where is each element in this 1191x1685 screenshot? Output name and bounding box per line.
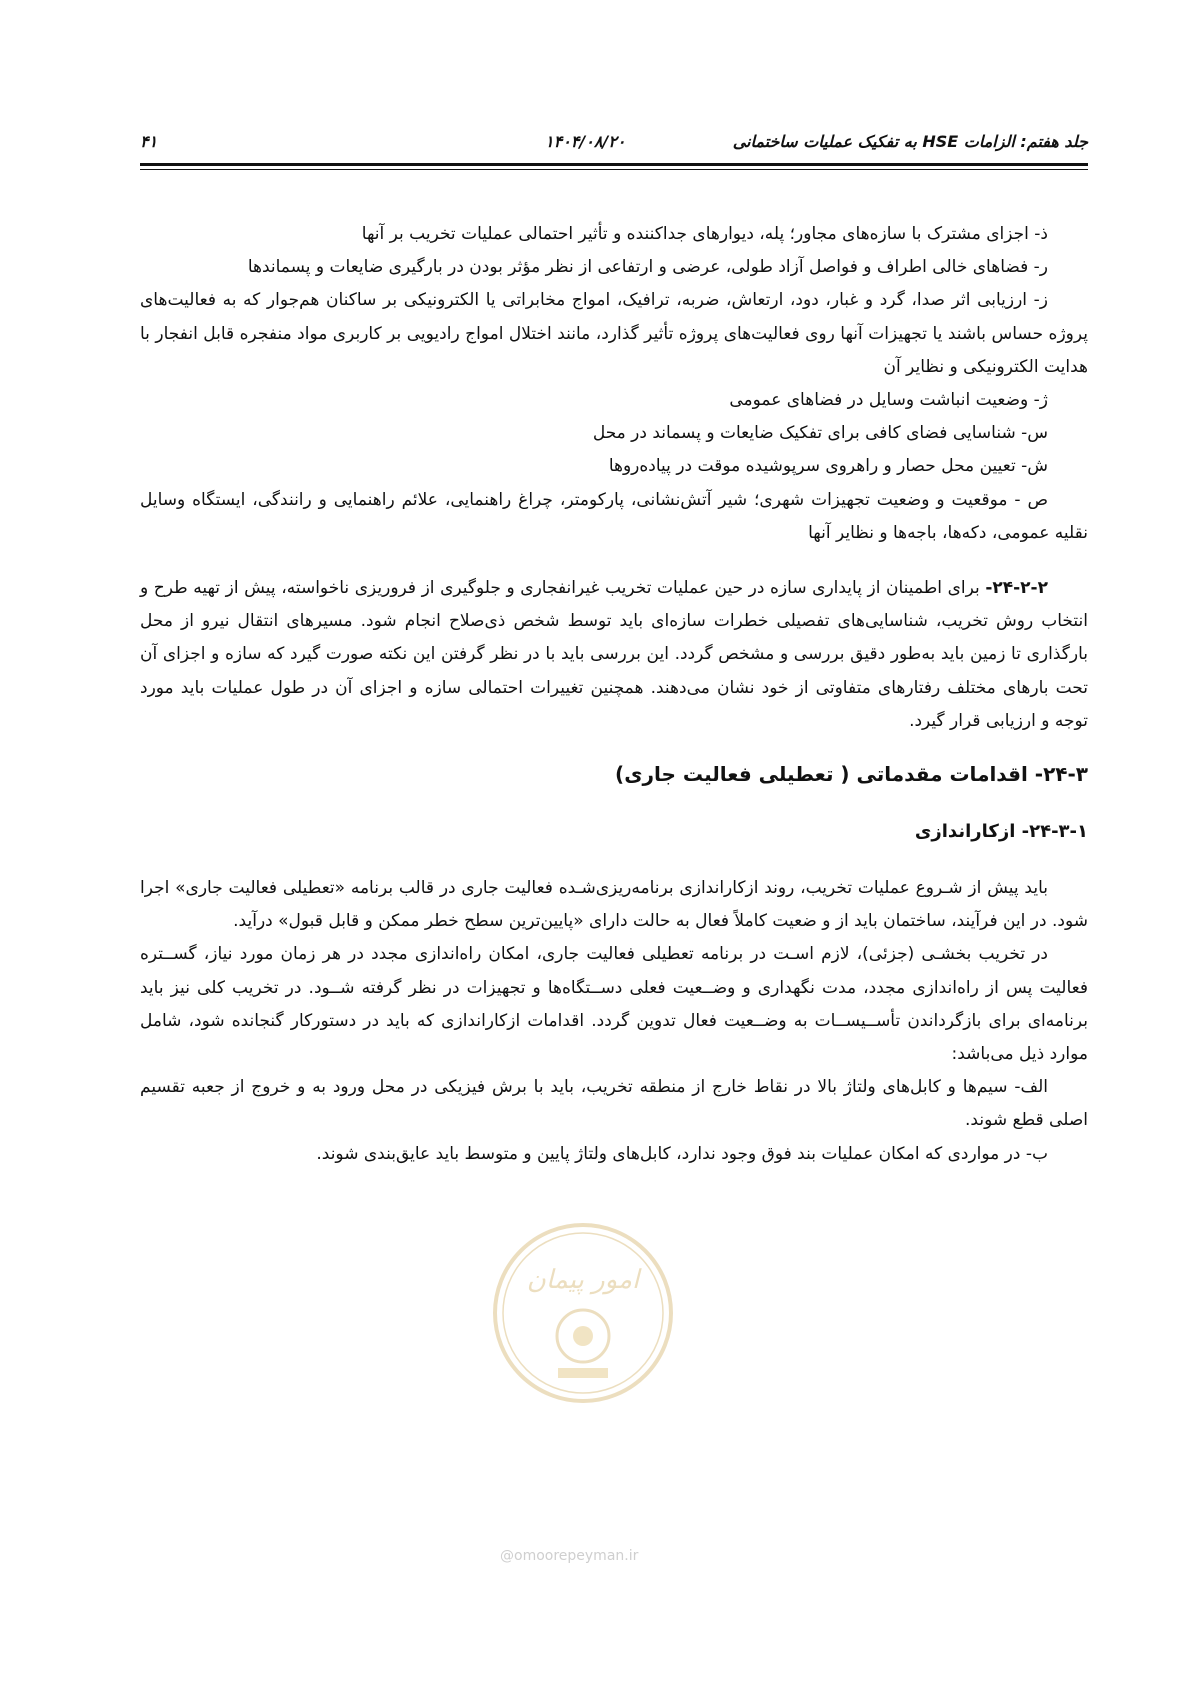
list-item: ر- فضاهای خالی اطراف و فواصل آزاد طولی، عرضی و ارتفاعی از نظر مؤثر بودن در بارگیری ضایعات و پسماندها [247, 257, 1048, 278]
header-rule-thick [140, 163, 1088, 166]
list-item: ذ- اجزای مشترک با سازه‌های مجاور؛ پله، دیوارهای جداکننده و تأثیر احتمالی عملیات تخریب بر آنها [361, 224, 1048, 244]
watermark-url: @omoorepeyman.ir [500, 1548, 639, 1564]
section-heading-24-3: ۲۴-۳- اقدامات مقدماتی ( تعطیلی فعالیت جاری) [615, 762, 1088, 787]
page-body [140, 218, 1088, 1171]
section-heading-24-3-1: ۲۴-۳-۱- ازکاراندازی [914, 821, 1088, 843]
list-item: ب- در مواردی که امکان عملیات بند فوق وجود ندارد، کابل‌های ولتاژ پایین و متوسط باید عایق‌بندی شوند. [316, 1143, 1048, 1164]
page-number: ۴۱ [140, 132, 158, 151]
spacer [140, 791, 1088, 815]
spacer [140, 738, 1088, 758]
paragraph: در تخریب بخشـی (جزئی)، لازم اسـت در برنامه تعطیلی فعالیت جاری، امکان راه‌اندازی مجدد در هر زمان مورد نیاز، گســتره فعالیت پس از راه‌اندازی مجدد، مدت نگهداری و وضــعیت فعلی دســتگاه‌ها و تجهیزات در نظر گرفته شــود. در تخریب کلی نیز باید برنامه‌ای برای بازگرداندن تأســیســات به وضــعیت فعال تدوین گردد. اقدامات ازکاراندازی که باید در دستورکار گنجانده شود، شامل موارد ذیل می‌باشد: [140, 944, 1088, 1065]
seal-lettering: امور پیمان [526, 1265, 640, 1295]
list-item: ص - موقعیت و وضعیت تجهیزات شهری؛ شیر آتش‌نشانی، پارکومتر، چراغ راهنمایی، علائم راهنمایی و رانندگی، ایستگاه وسایل نقلیه عمومی، دکه‌ها، باجه‌ها و نظایر آنها [140, 489, 1088, 543]
running-header [140, 132, 1088, 156]
list-item: الف- سیم‌ها و کابل‌های ولتاژ بالا در نقاط خارج از منطقه تخریب، باید با برش فیزیکی در محل ورود به و خروج از جعبه تقسیم اصلی قطع شوند. [140, 1077, 1088, 1131]
publisher-seal-watermark [488, 1218, 678, 1408]
header-date: ۱۴۰۴/۰۸/۲۰ [545, 132, 626, 151]
clause-number: ۲۴-۲-۲- [985, 578, 1048, 599]
list-item: ش- تعیین محل حصار و راهروی سرپوشیده موقت در پیاده‌روها [608, 456, 1048, 477]
spacer [140, 848, 1088, 872]
list-item: س- شناسایی فضای کافی برای تفکیک ضایعات و پسماند در محل [592, 423, 1048, 444]
list-item: ژ- وضعیت انباشت وسایل در فضاهای عمومی [729, 390, 1048, 411]
clause-24-2-2 [140, 572, 1088, 738]
clause-text: برای اطمینان از پایداری سازه در حین عملیات تخریب غیرانفجاری و جلوگیری از فروریزی ناخواسته، پیش از تهیه طرح و انتخاب روش تخریب، شناسایی‌های تفصیلی خطرات سازه‌ای باید توسط شخص ذی‌صلاح انجام شود. مسیرهای انتقال نیرو از محل بارگذاری تا زمین باید به‌طور دقیق بررسی و مشخص گردد. این بررسی باید با در نظر گرفتن این نکته صورت گیرد که سازه و اجزای آن تحت بارهای مختلف رفتارهای متفاوتی از خود نشان می‌دهند. همچنین تغییرات احتمالی سازه و اجزای آن در طول عملیات باید مورد توجه و ارزیابی قرار گیرد. [140, 578, 1088, 731]
list-item: ز- ارزیابی اثر صدا، گرد و غبار، دود، ارتعاش، ضربه، ترافیک، امواج مخابراتی یا الکترونیکی بر ساکنان هم‌جوار که به فعالیت‌های پروژه حساس باشند یا تجهیزات آنها روی فعالیت‌های پروژه تأثیر گذارد، مانند اختلال امواج رادیویی بر کاربری مواد منفجره قابل انفجار با هدایت الکترونیکی و نظایر آن [140, 290, 1088, 377]
header-title: جلد هفتم: الزامات HSE به تفکیک عملیات ساختمانی [732, 132, 1088, 151]
paragraph: باید پیش از شـروع عملیات تخریب، روند ازکاراندازی برنامه‌ریزی‌شـده فعالیت جاری در قالب برنامه «تعطیلی فعالیت جاری» اجرا شود. در این فرآیند، ساختمان باید از و ضعیت کاملاً فعال به حالت دارای «پایین‌ترین سطح خطر ممکن و قابل قبول» درآید. [140, 878, 1088, 932]
spacer [140, 550, 1088, 572]
header-rule-thin [140, 169, 1088, 170]
